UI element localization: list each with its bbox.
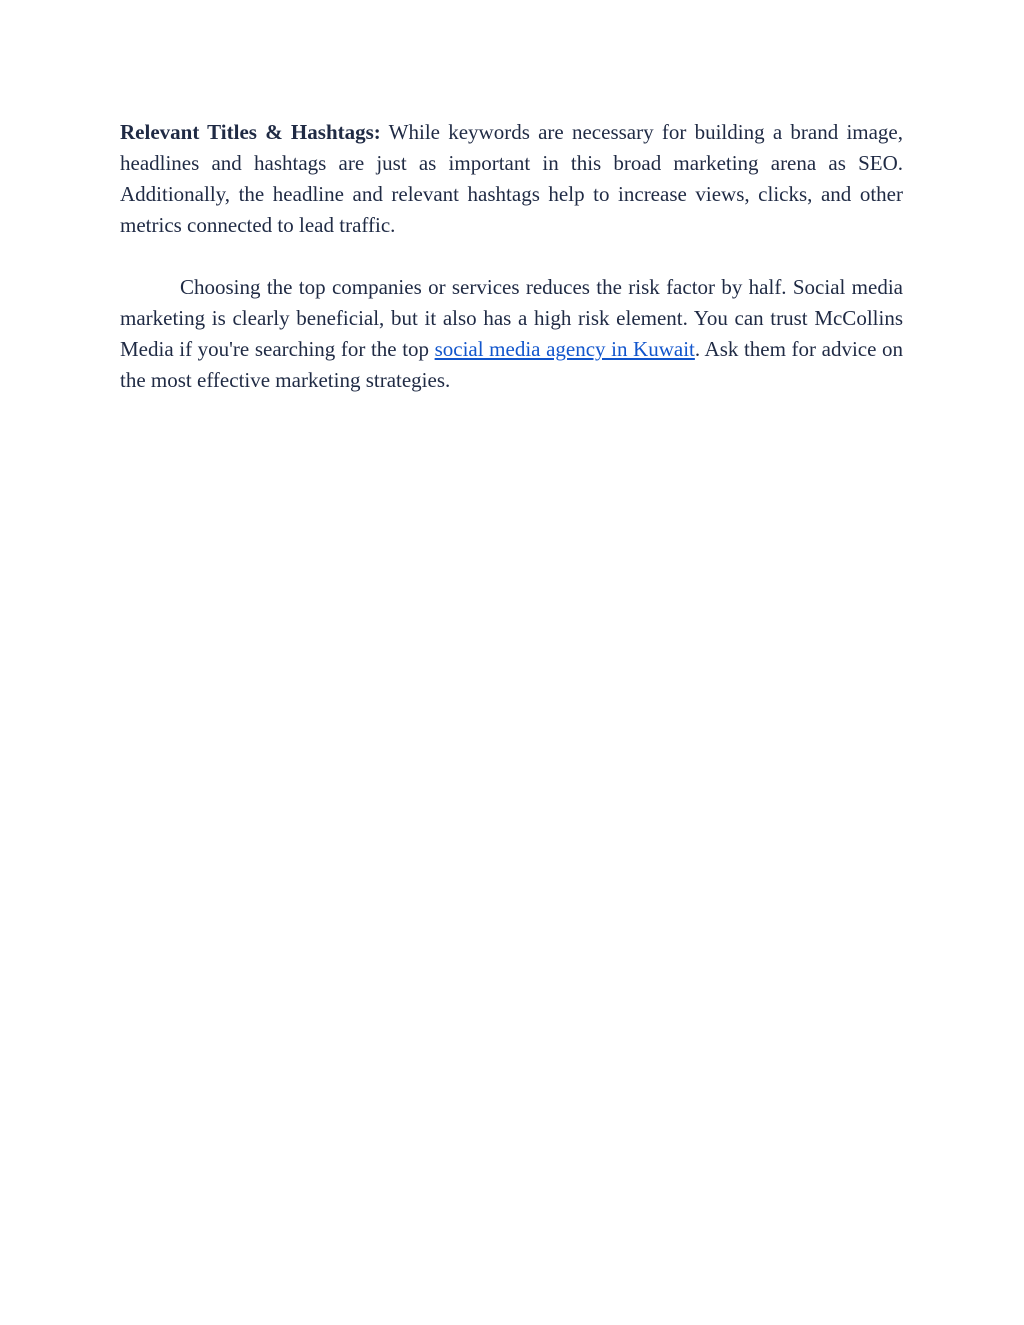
paragraph-text-before-link: Choosing the top companies or services reduces the risk factor by half. Social media marketing is clearly beneficial, but it also has a high risk element. You can trust McCollins Media if you're searching for the top [120, 275, 903, 361]
document-body [120, 117, 903, 396]
paragraph-heading: Relevant Titles & Hashtags: [120, 120, 381, 144]
paragraph-choosing-companies [120, 272, 903, 396]
paragraph-text-after-link: . Ask them for advice on the most effective marketing strategies. [120, 337, 904, 392]
social-media-agency-link[interactable]: social media agency in Kuwait [434, 337, 695, 361]
paragraph-text: While keywords are necessary for building a brand image, headlines and hashtags are just as important in this broad marketing arena as SEO. Additionally, the headline and relevant hashtags help to increase views, clicks, and other metrics connected to lead traffic. [120, 120, 904, 237]
paragraph-relevant-titles [120, 117, 903, 241]
